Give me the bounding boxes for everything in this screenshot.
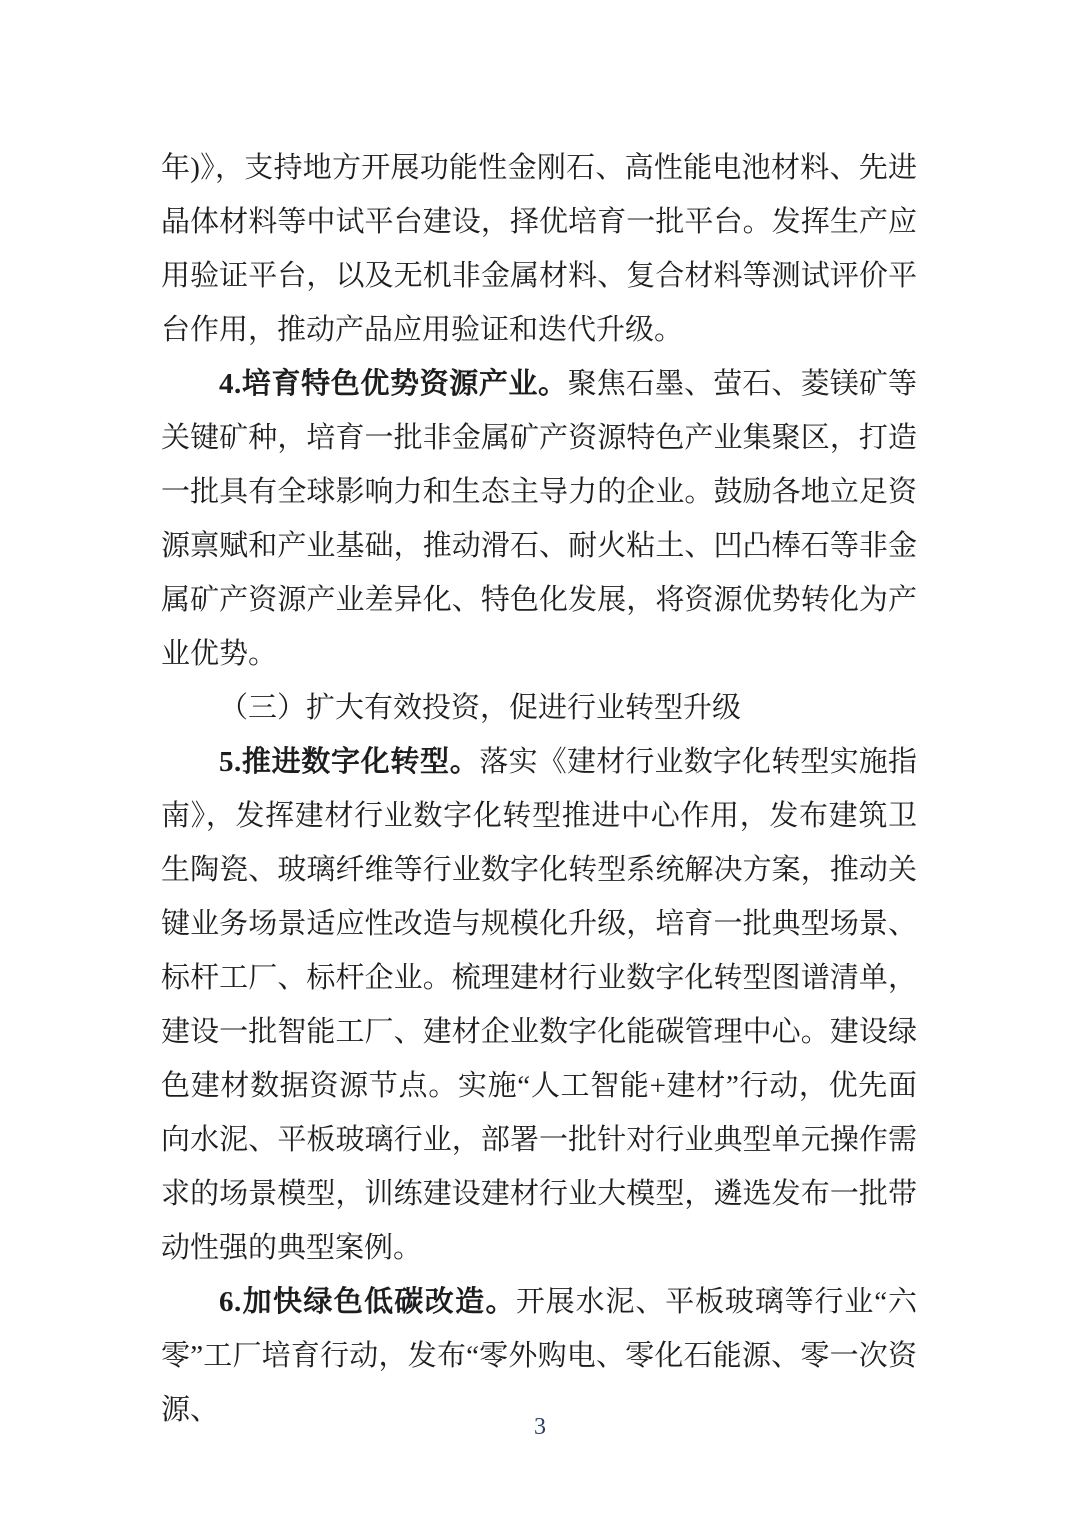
- text-run-normal: 开展水泥、平板玻璃等行业“六零”工厂培育行动，发布“零外购电、零化石能源、零一次资源、: [161, 1286, 917, 1426]
- text-run-bold: 6.加快绿色低碳改造。: [219, 1286, 516, 1318]
- paragraph-item-4: [161, 357, 917, 681]
- text-run-normal: 落实《建材行业数字化转型实施指南》，发挥建材行业数字化转型推进中心作用，发布建筑卫生陶瓷、玻璃纤维等行业数字化转型系统解决方案，推动关键业务场景适应性改造与规模化升级，培育一批典型场景、标杆工厂、标杆企业。梳理建材行业数字化转型图谱清单，建设一批智能工厂、建材企业数字化能碳管理中心。建设绿色建材数据资源节点。实施“人工智能+建材”行动，优先面向水泥、平板玻璃行业，部署一批针对行业典型单元操作需求的场景模型，训练建设建材行业大模型，遴选发布一批带动性强的典型案例。: [161, 746, 917, 1264]
- page-number: 3: [534, 1414, 546, 1440]
- section-heading-three: [161, 681, 917, 735]
- paragraph-item-5: [161, 735, 917, 1275]
- document-body: [161, 141, 917, 1437]
- text-run-bold: 4.培育特色优势资源产业。: [219, 368, 568, 400]
- paragraph-continuation: [161, 141, 917, 357]
- text-run-normal: 年)》，支持地方开展功能性金刚石、高性能电池材料、先进晶体材料等中试平台建设，择优培育一批平台。发挥生产应用验证平台，以及无机非金属材料、复合材料等测试评价平台作用，推动产品应用验证和迭代升级。: [161, 152, 917, 346]
- text-run-bold: 5.推进数字化转型。: [219, 746, 480, 778]
- text-run-normal: 聚焦石墨、萤石、菱镁矿等关键矿种，培育一批非金属矿产资源特色产业集聚区，打造一批具有全球影响力和生态主导力的企业。鼓励各地立足资源禀赋和产业基础，推动滑石、耐火粘土、凹凸棒石等非金属矿产资源产业差异化、特色化发展，将资源优势转化为产业优势。: [161, 368, 917, 670]
- text-run-kai: （三）扩大有效投资，促进行业转型升级: [219, 692, 742, 724]
